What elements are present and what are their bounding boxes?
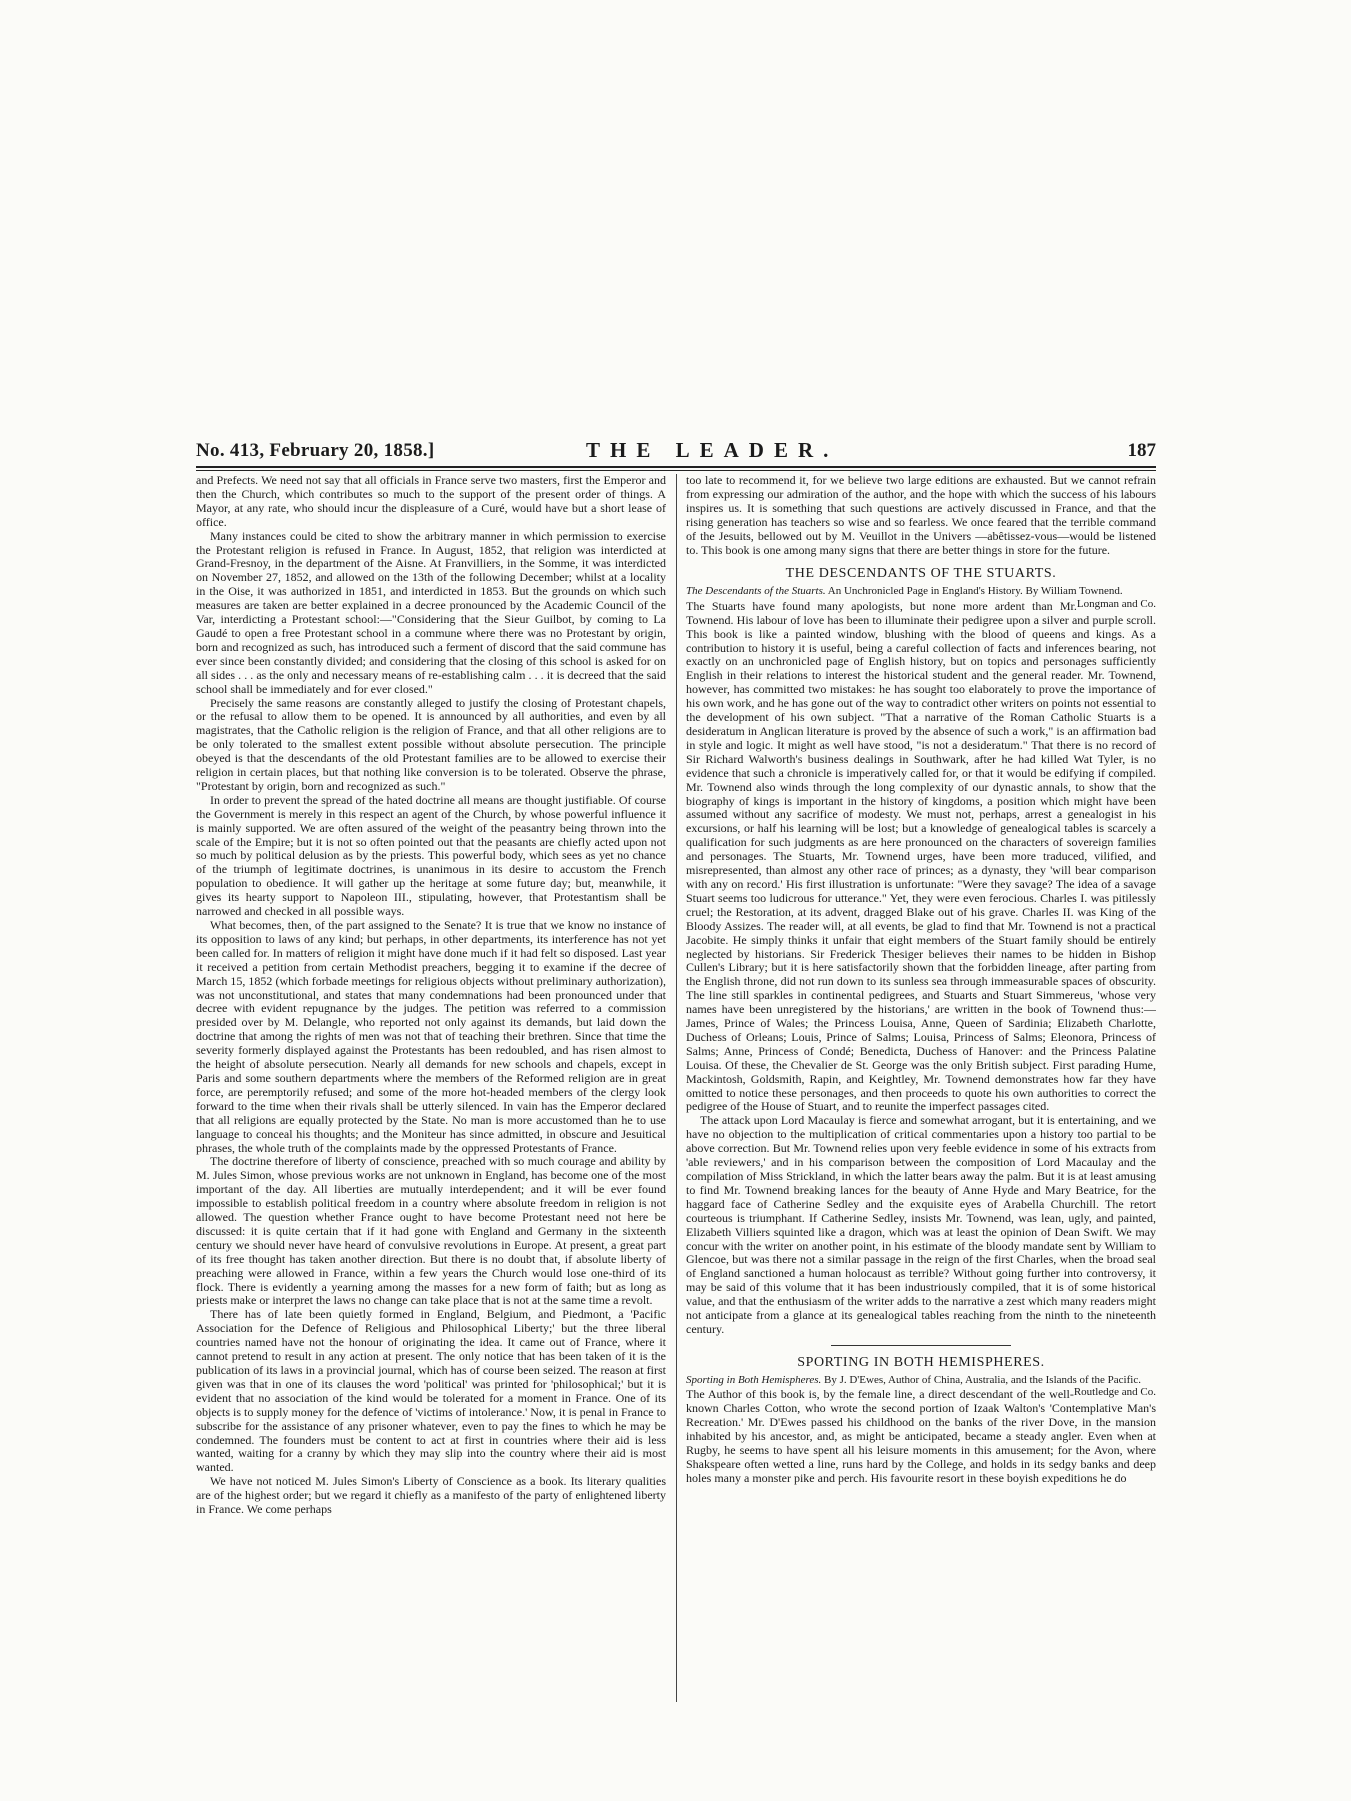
- header-rule: [196, 470, 1156, 471]
- column-divider: [676, 474, 677, 1702]
- review-paragraph: The attack upon Lord Macaulay is fierce and somewhat arrogant, but it is entertaining, and we have no objection to the multiplication of critical commentaries upon a history too partial to be above correction. But Mr. Townend relies upon very feeble evidence in some of his extracts from 'able reviewers,' and in his comparison between the composition of Lord Macaulay and the compilation of Miss Strickland, in which the latter bears away the palm. But it is at least amusing to find Mr. Townend breaking lances for the beauty of Anne Hyde and Mary Beatrice, for the haggard face of Catherine Sedley and the exquisite eyes of Arabella Churchill. The retort courteous is triumphant. If Catherine Sedley, insists Mr. Townend, was lean, ugly, and painted, Elizabeth Villiers squinted like a dragon, which was at least the opinion of Dean Swift. We may concur with the writer on another point, in his estimate of the bloody mandate sent by William to Glencoe, but was there not a similar passage in the reign of the first Charles, when the broad seal of England sanctioned a human holocaust as terrible? Without going further into controversy, it may be said of this volume that it has been industriously compiled, that it is of some historical value, and that the enthusiasm of the writer adds to the narrative a zest which many readers might not anticipate from a glance at its genealogical tables reaching from the ninth to the nineteenth century.: [686, 1113, 1156, 1336]
- masthead: THE LEADER.: [586, 438, 839, 462]
- left-column: [196, 474, 666, 1702]
- paragraph: The doctrine therefore of liberty of conscience, preached with so much courage and ability by M. Jules Simon, whose previous works are not unknown in England, has become one of the most important of the day. All liberties are mutually interdependent; and it will be ever found impossible to establish political freedom in a country where absolute freedom in religion is not allowed. The question whether France ought to have become Protestant need not here be discussed: it is quite certain that if it had gone with England and Germany in the sixteenth century we should never have heard of convulsive revolutions in Europe. At present, a great part of its free thought has taken another direction. But there is no doubt that, if absolute liberty of preaching were allowed in France, within a few years the Church would lose one-third of its flock. There is evidently a yearning among the masses for a new form of faith; but as long as priests make or interpret the laws no change can take place that is not at the same time a revolt.: [196, 1154, 666, 1308]
- book-title: Sporting in Both Hemispheres.: [686, 1373, 822, 1386]
- paragraph: Precisely the same reasons are constantly alleged to justify the closing of Protestant chapels, or the refusal to allow them to be opened. It is announced by all authorities, and even by all magistrates, that the Catholic religion is the religion of France, and that all other religions are to be only tolerated to the smallest extent possible without absolute persecution. The principle obeyed is that the descendants of the old Protestant families are to be allowed to exercise their religion in certain places, but that nothing like conversion is to be tolerated. Observe the phrase, "Protestant by origin, born and recognized as such.": [196, 695, 666, 793]
- page-number: 187: [1127, 440, 1156, 461]
- book-title: The Descendants of the Stuarts.: [686, 585, 826, 598]
- review-title-stuarts: THE DESCENDANTS OF THE STUARTS.: [785, 566, 1057, 582]
- review-title-sporting: SPORTING IN BOTH HEMISPHERES.: [797, 1354, 1045, 1370]
- paragraph: Many instances could be cited to show the arbitrary manner in which permission to exercise the Protestant religion is refused in France. In August, 1852, that religion was interdicted at Grand-Fresnoy, in the department of the Aisne. At Franvilliers, in the Somme, it was interdicted on November 27, 1852, and allowed on the 13th of the following December; whilst at a locality in the Oise, it was authorized in 1851, and interdicted in 1853. But the grounds on which such measures are taken are better explained in a decree pronounced by the Academic Council of the Var, interdicting a Protestant school:—"Considering that the Sieur Guilbot, by coming to La Gaudé to open a free Protestant school in a commune where there was no Protestant by origin, born and recognized as such, has introduced such a ferment of discord that the said commune has ever since been constantly divided; and considering that the closing of this school is asked for on all sides . . . as the only and necessary means of re-establishing calm . . . it is decreed that the said school shall be immediately and for ever closed.": [196, 528, 666, 696]
- right-column: [686, 474, 1156, 1702]
- book-description: By J. D'Ewes, Author of China, Australia, and the Islands of the Pacific.: [824, 1373, 1141, 1386]
- columns: [196, 474, 1156, 1704]
- bibliographic-line: [686, 585, 1156, 610]
- paragraph: We have not noticed M. Jules Simon's Liberty of Conscience as a book. Its literary qualities are of the highest order; but we regard it chiefly as a manifesto of the party of enlightened liberty in France. We come perhaps: [196, 1474, 666, 1517]
- paragraph: What becomes, then, of the part assigned to the Senate? It is true that we know no instance of its opposition to laws of any kind; but perhaps, in other departments, its interference has not yet been called for. In matters of religion it might have done much if it had felt so disposed. Last year it received a petition from certain Methodist preachers, begging it to examine if the decree of March 15, 1852 (which forbade meetings for religious objects without preliminary authorization), was not unconstitutional, and states that many condemnations had been pronounced under that decree with evident repugnance by the judges. The petition was referred to a commission presided over by M. Delangle, who reported not only against its demands, but laid down the doctrine that among the rights of men was not that of teaching their brethren. Since that time the severity formerly displayed against the Protestants has been redoubled, and has risen almost to the height of absolute persecution. Nearly all demands for new schools and chapels, except in Paris and some southern departments where the members of the Reformed religion are in great force, are peremptorily refused; and some of the more hot-headed members of the clergy look forward to the time when their rivals shall be utterly silenced. In vain has the Emperor declared that all religions are equally protected by the State. No man is more accustomed than he to use language to conceal his thoughts; and the Moniteur has since admitted, in obscure and Jesuitical phrases, the whole truth of the complaints made by the oppressed Protestants of France.: [196, 918, 666, 1155]
- review-paragraph: The Author of this book is, by the female line, a direct descendant of the well-known Charles Cotton, who wrote the second portion of Izaak Walton's 'Contemplative Man's Recreation.' Mr. D'Ewes passed his childhood on the banks of the river Dove, in the mansion inhabited by his ancestor, and, as might be anticipated, became a steady angler. Even when at Rugby, he seems to have spent all his leisure moments in this amusement; for the Avon, where Shakspeare often wetted a line, runs hard by the College, and holds in its sedgy banks and deep holes many a monster pike and perch. His favourite resort in these boyish expeditions he do: [686, 1387, 1156, 1485]
- newspaper-page: [196, 438, 1156, 1708]
- book-description: An Unchronicled Page in England's History. By William Townend.: [827, 585, 1123, 598]
- review-paragraph: The Stuarts have found many apologists, but none more ardent than Mr. Townend. His labour of love has been to illuminate their pedigree upon a silver and purple scroll. This book is like a painted window, blushing with the blood of queens and kings. As a contribution to history it is useful, being a careful collection of facts and inferences bearing, not exactly on an unchronicled page of English history, but on topics and personages sufficiently English in their relations to interest the historical student and the general reader. Mr. Townend, however, has committed two mistakes: he has sought too elaborately to prove the importance of his own work, and he has gone out of the way to contradict other writers on points not essential to the development of his own subject. "That a narrative of the Roman Catholic Stuarts is a desideratum in Anglican literature is proved by the absence of such a work," is an affirmation bad in style and logic. It might as well have stood, "is not a desideratum." That there is no record of Sir Richard Walworth's business dealings in Southwark, after he had killed Wat Tyler, is no evidence that such a chronicle is imperatively called for, or that it would be edifying if compiled. Mr. Townend also winds through the long complexity of our dynastic annals, to show that the biography of kings is important in the history of kingdoms, a position which might have been assumed without any sacrifice of modesty. We must not, perhaps, arrest a genealogist in his excursions, or half his learning will be lost; but a knowledge of genealogical tables is scarcely a qualification for such judgments as are here pronounced on the characters of sovereign families and personages. The Stuarts, Mr. Townend urges, have been more traduced, vilified, and misrepresented, than almost any other race of princes; as a dynasty, they 'will bear comparison with any on record.' His first illustration is unfortunate: "Were they savage? The idea of a savage Stuart seems too ludicrous for utterance." Yet, they were even ferocious. Charles I. was pitilessly cruel; the Restoration, at its advent, dragged Blake out of his grave. Charles II. was King of the Bloody Assizes. The reader will, at all events, be glad to find that Mr. Townend is not a practical Jacobite. He simply thinks it unfair that eight members of the Stuart family should be entirely neglected by historians. Sir Frederick Thesiger believes their names to be hidden in Bishop Cullen's Library; but it is here satisfactorily shown that the forbidden lineage, after parting from the English throne, did not run down to its sunless sea through immeasurable spaces of obscurity. The line still sparkles in continental pedigrees, and Stuarts and Stuart Simmereus, 'whose very names have been unregistered by the historians,' are written in the book of Townend thus:—James, Prince of Wales; the Princess Louisa, Anne, Queen of Sardinia; Elizabeth Charlotte, Duchess of Orleans; Louis, Prince of Salms; Louisa, Princess of Salms; Eleonora, Princess of Salms; Anne, Princess of Condé; Benedicta, Duchess of Hanover: and the Princess Palatine Louisa. Of these, the Chevalier de St. George was the only British subject. First parading Hume, Mackintosh, Goldsmith, Rapin, and Keightley, Mr. Townend demonstrates how far they have omitted to notice these personages, and then proceeds to quote his own authorities to correct the pedigree of the House of Stuart, and to reunite the imperfect passages cited.: [686, 598, 1156, 1114]
- paragraph: There has of late been quietly formed in England, Belgium, and Piedmont, a 'Pacific Association for the Defence of Religious and Philosophical Liberty;' but the three liberal countries named have not the honour of originating the idea. It came out of France, where it cannot pretend to result in any action at present. The only notice that has been taken of it is the publication of its laws in a provincial journal, which has of course been seized. The reason at first given was that in one of its clauses the word 'political' was printed for 'philosophical;' but it is evident that no association of the kind would be tolerated for a moment in France. One of its objects is to supply money for the defence of 'victims of intolerance.' Now, it is penal in France to subscribe for the assistance of any prisoner whatever, even to pay the fines to which he may be condemned. The founders must be content to act at first in countries where their aid is less wanted, waiting for a cranny by which they may slip into the country where their aid is most wanted.: [196, 1307, 666, 1475]
- paragraph: In order to prevent the spread of the hated doctrine all means are thought justifiable. Of course the Government is merely in this respect an agent of the Church, by whose powerful influence it is mainly supported. We are often assured of the weight of the peasantry being thrown into the scale of the Empire; but it is not so often pointed out that the peasants are chiefly acted upon not so much by political delusion as by the priests. This powerful body, which sees as yet no chance of the triumph of legitimate doctrines, is unanimous in its desire to accustom the French population to obedience. It will gather up the heritage at some future day; but, meanwhile, it gives its hearty support to Napoleon III., stipulating, however, that Protestantism shall be narrowed and checked in all possible ways.: [196, 792, 666, 919]
- publisher: Longman and Co.: [1076, 597, 1156, 610]
- article-continuation: too late to recommend it, for we believe two large editions are exhausted. But we cannot refrain from expressing our admiration of the author, and the hope with which the success of his labours inspires us. It is something that such questions are actively discussed in France, and that the rising generation has teachers so wise and so fearless. We once feared that the terrible command of the Jesuits, bellowed out by M. Veuillot in the Univers —abêtissez-vous—would be listened to. This book is one among many signs that there are better things in store for the future.: [686, 474, 1156, 557]
- issue-date: No. 413, February 20, 1858.]: [196, 440, 435, 461]
- page-header: [196, 438, 1156, 468]
- paragraph: and Prefects. We need not say that all officials in France serve two masters, first the Emperor and then the Church, which contributes so much to the support of the present order of things. A Mayor, at any rate, who should incur the displeasure of a Curé, would have but a short lease of office.: [196, 474, 666, 529]
- section-separator: [831, 1345, 1011, 1346]
- publisher: Routledge and Co.: [1073, 1386, 1156, 1399]
- bibliographic-line: [686, 1373, 1156, 1399]
